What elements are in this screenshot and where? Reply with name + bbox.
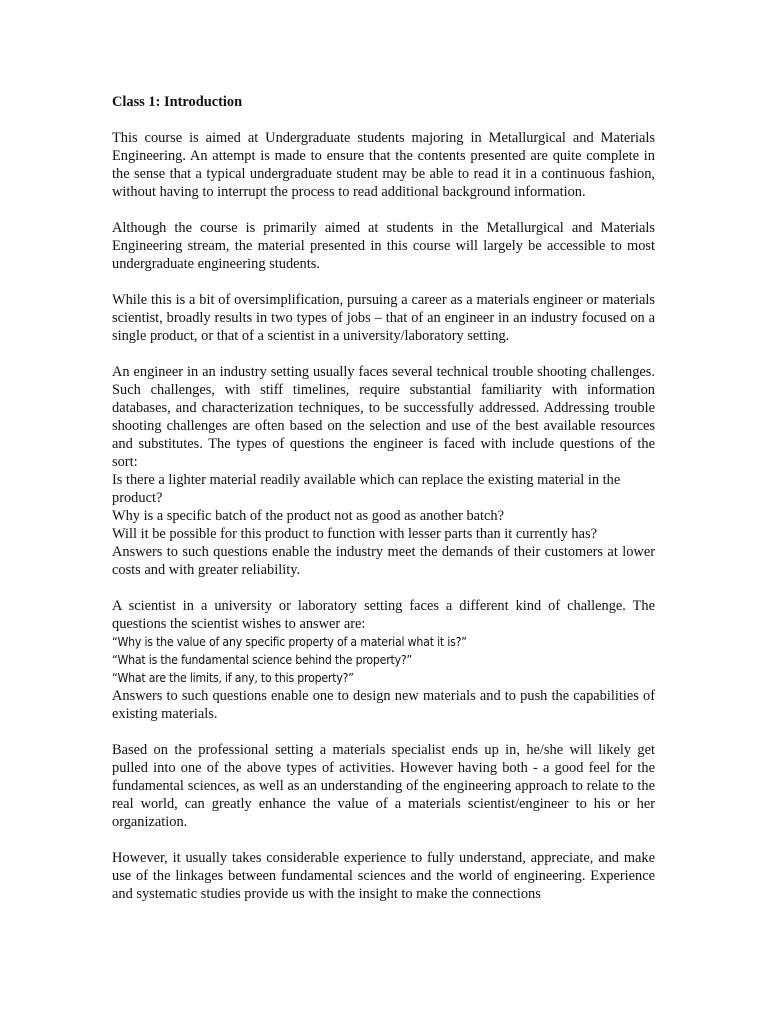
paragraph-accessibility: Although the course is primarily aimed at students in the Metallurgical and Materials Engineering stream, the material presented in this course will largely be accessible to most undergraduate engineering students. <box>112 220 655 272</box>
scientist-question-2: “What is the fundamental science behind the property?” <box>112 653 412 667</box>
paragraph-experience: However, it usually takes considerable experience to fully understand, appreciate, and make use of the linkages between fundamental sciences and the world of engineering. Experience and systematic studies provide us with the insight to make the connections <box>112 850 655 902</box>
paragraph-career-types: While this is a bit of oversimplification, pursuing a career as a materials engineer or materials scientist, broadly results in two types of jobs – that of an engineer in an industry focused on a single product, or that of a scientist in a university/laboratory setting. <box>112 292 655 344</box>
engineer-question-1: Is there a lighter material readily available which can replace the existing material in the product? <box>112 472 621 506</box>
document-page <box>112 93 655 921</box>
engineer-intro: An engineer in an industry setting usually faces several technical trouble shooting challenges. Such challenges, with stiff timelines, require substantial familiarity with information databases, and characterization techniques, to be successfully addressed. Addressing trouble shooting challenges are often based on the selection and use of the best available resources and substitutes. The types of questions the engineer is faced with include questions of the sort: <box>112 364 655 470</box>
paragraph-scientist <box>112 597 655 723</box>
scientist-question-1: “Why is the value of any specific property of a material what it is?” <box>112 635 467 649</box>
paragraph-professional-setting: Based on the professional setting a materials specialist ends up in, he/she will likely get pulled into one of the above types of activities. However having both - a good feel for the fundamental sciences, as well as an understanding of the engineering approach to relate to the real world, can greatly enhance the value of a materials scientist/engineer to his or her organization. <box>112 742 655 830</box>
engineer-conclusion: Answers to such questions enable the industry meet the demands of their customers at lower costs and with greater reliability. <box>112 544 655 578</box>
page-title: Class 1: Introduction <box>112 94 243 110</box>
scientist-intro: A scientist in a university or laboratory setting faces a different kind of challenge. The questions the scientist wishes to answer are: <box>112 598 655 632</box>
scientist-question-3: “What are the limits, if any, to this property?” <box>112 671 354 685</box>
engineer-question-3: Will it be possible for this product to function with lesser parts than it currently has? <box>112 526 598 542</box>
paragraph-engineer <box>112 363 655 579</box>
scientist-conclusion: Answers to such questions enable one to design new materials and to push the capabilities of existing materials. <box>112 688 655 722</box>
paragraph-course-aim: This course is aimed at Undergraduate students majoring in Metallurgical and Materials Engineering. An attempt is made to ensure that the contents presented are quite complete in the sense that a typical undergraduate student may be able to read it in a continuous fashion, without having to interrupt the process to read additional background information. <box>112 130 655 200</box>
engineer-question-2: Why is a specific batch of the product not as good as another batch? <box>112 508 505 524</box>
